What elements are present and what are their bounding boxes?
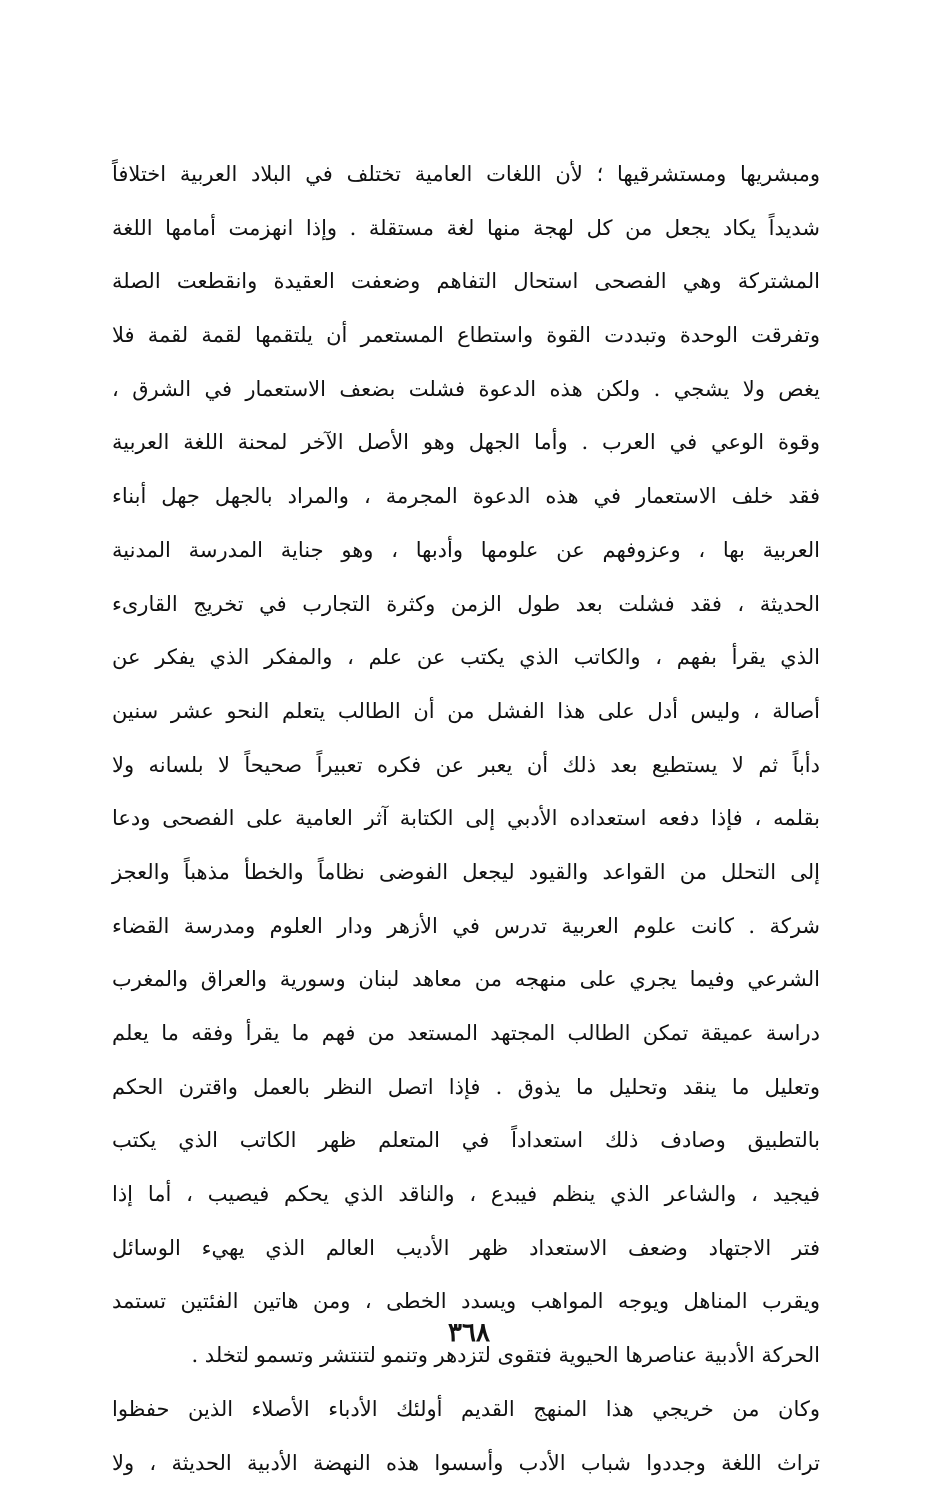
page-number: ٣٦٨	[0, 1318, 938, 1348]
text-line: وقوة الوعي في العرب . وأما الجهل وهو الأصل الآخر لمحنة اللغة العربية	[112, 416, 820, 470]
text-line: المشتركة وهي الفصحى استحال التفاهم وضعفت العقيدة وانقطعت الصلة	[112, 255, 820, 309]
text-line: وكان من خريجي هذا المنهج القديم أولئك الأدباء الأصلاء الذين حفظوا	[112, 1383, 820, 1437]
body-text	[112, 148, 820, 1490]
text-line: الحركة الأدبية عناصرها الحيوية فتقوى لتزدهر وتنمو لتنتشر وتسمو لتخلد .	[112, 1329, 820, 1383]
text-line: الحديثة ، فقد فشلت بعد طول الزمن وكثرة التجارب في تخريج القارىء	[112, 578, 820, 632]
text-line: تراث اللغة وجددوا شباب الأدب وأسسوا هذه النهضة الأدبية الحديثة ، ولا	[112, 1437, 820, 1490]
text-line: أصالة ، وليس أدل على هذا الفشل من أن الطالب يتعلم النحو عشر سنين	[112, 685, 820, 739]
text-line: الذي يقرأ بفهم ، والكاتب الذي يكتب عن علم ، والمفكر الذي يفكر عن	[112, 631, 820, 685]
text-line: ويقرب المناهل ويوجه المواهب ويسدد الخطى ، ومن هاتين الفئتين تستمد	[112, 1275, 820, 1329]
text-line: فيجيد ، والشاعر الذي ينظم فيبدع ، والناقد الذي يحكم فيصيب ، أما إذا	[112, 1168, 820, 1222]
text-line: العربية بها ، وعزوفهم عن علومها وأدبها ، وهو جناية المدرسة المدنية	[112, 524, 820, 578]
text-line: فقد خلف الاستعمار في هذه الدعوة المجرمة ، والمراد بالجهل جهل أبناء	[112, 470, 820, 524]
text-line: إلى التحلل من القواعد والقيود ليجعل الفوضى نظاماً والخطأ مذهباً والعجز	[112, 846, 820, 900]
text-line: وتعليل ما ينقد وتحليل ما يذوق . فإذا اتصل النظر بالعمل واقترن الحكم	[112, 1061, 820, 1115]
text-line: بقلمه ، فإذا دفعه استعداده الأدبي إلى الكتابة آثر العامية على الفصحى ودعا	[112, 792, 820, 846]
text-line: فتر الاجتهاد وضعف الاستعداد ظهر الأديب العالم الذي يهيء الوسائل	[112, 1222, 820, 1276]
text-line: وتفرقت الوحدة وتبددت القوة واستطاع المستعمر أن يلتقمها لقمة لقمة فلا	[112, 309, 820, 363]
text-line: شديداً يكاد يجعل من كل لهجة منها لغة مستقلة . وإذا انهزمت أمامها اللغة	[112, 202, 820, 256]
text-line: بالتطبيق وصادف ذلك استعداداً في المتعلم ظهر الكاتب الذي يكتب	[112, 1114, 820, 1168]
text-line: شركة . كانت علوم العربية تدرس في الأزهر ودار العلوم ومدرسة القضاء	[112, 900, 820, 954]
text-line: ومبشريها ومستشرقيها ؛ لأن اللغات العامية تختلف في البلاد العربية اختلافاً	[112, 148, 820, 202]
text-line: يغص ولا يشجي . ولكن هذه الدعوة فشلت بضعف الاستعمار في الشرق ،	[112, 363, 820, 417]
text-line: دأباً ثم لا يستطيع بعد ذلك أن يعبر عن فكره تعبيراً صحيحاً لا بلسانه ولا	[112, 739, 820, 793]
text-line: دراسة عميقة تمكن الطالب المجتهد المستعد من فهم ما يقرأ وفقه ما يعلم	[112, 1007, 820, 1061]
text-line: الشرعي وفيما يجري على منهجه من معاهد لبنان وسورية والعراق والمغرب	[112, 953, 820, 1007]
